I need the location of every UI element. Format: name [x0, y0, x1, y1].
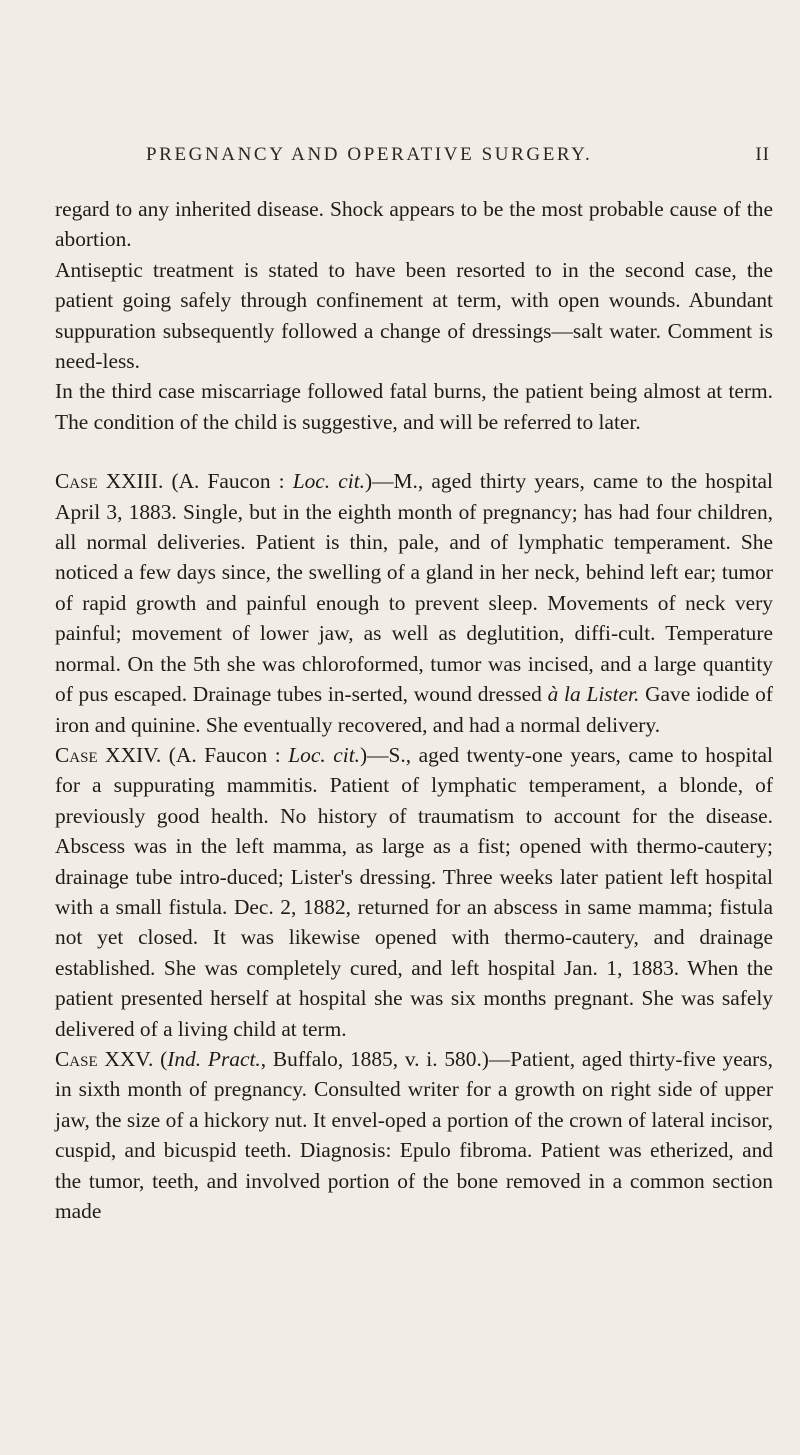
case-xxv [55, 1044, 773, 1226]
page-number: II [755, 144, 770, 165]
case-xxv-label: Case XXV. [55, 1046, 154, 1071]
case-xxiv [55, 740, 773, 1044]
case-xxiii-text: )—M., aged thirty years, came to the hospital April 3, 1883. Single, but in the eighth month of pregnancy; has had four children, all normal deliveries. Patient is thin, pale, and of lymphatic temperament. She noticed a few days since, the swelling of a gland in her neck, behind left ear; tumor of rapid growth and painful enough to prevent sleep. Movements of neck very painful; movement of lower jaw, as well as deglutition, diffi-cult. Temperature normal. On the 5th she was chloroformed, tumor was incised, and a large quantity of pus escaped. Drainage tubes in-serted, wound dressed [55, 469, 773, 707]
case-xxv-source-open: ( [153, 1046, 168, 1071]
case-xxiii-label: Case XXIII. [55, 469, 164, 494]
case-xxiii-text-end: Gave iodide of iron and quinine. She eventually recovered, and had a normal delivery. [55, 682, 773, 737]
case-xxiv-label: Case XXIV. [55, 742, 162, 767]
case-xxiv-source-open: (A. Faucon : [161, 742, 289, 767]
section-gap [55, 437, 773, 466]
case-xxiv-text: )—S., aged twenty-one years, came to hospital for a suppurating mammitis. Patient of lymphatic temperament, a blonde, of previously good health. No history of traumatism to account for the disease. Abscess was in the left mamma, as large as a fist; opened with thermo-cautery; drainage tube intro-duced; Lister's dressing. Three weeks later patient left hospital with a small fistula. Dec. 2, 1882, returned for an abscess in same mamma; fistula not yet closed. It was likewise opened with thermo-cautery, and drainage established. She was completely cured, and left hospital Jan. 1, 1883. When the patient presented herself at hospital she was six months pregnant. She was safely delivered of a living child at term. [55, 742, 773, 1041]
case-xxv-text: , Buffalo, 1885, v. i. 580.)—Patient, aged thirty-five years, in sixth month of pregnancy. Consulted writer for a growth on right side of upper jaw, the size of a hickory nut. It envel-oped a portion of the crown of lateral incisor, cuspid, and bicuspid teeth. Diagnosis: Epulo fibroma. Patient was etherized, and the tumor, teeth, and involved portion of the bone removed in a common section made [55, 1046, 773, 1223]
running-head [146, 144, 770, 166]
case-xxiii-source-open: (A. Faucon : [163, 469, 293, 494]
case-xxiii-citation: Loc. cit. [292, 469, 366, 494]
paragraph-antiseptic: Antiseptic treatment is stated to have been resorted to in the second case, the patient going safely through confinement at term, with open wounds. Abundant suppuration subsequently followed a change of dressings—salt water. Comment is need-less. [55, 257, 773, 374]
case-xxiii-italic: à la Lister. [547, 682, 640, 707]
paragraph-third-case: In the third case miscarriage followed fatal burns, the patient being almost at term. The condition of the child is suggestive, and will be referred to later. [55, 379, 773, 434]
case-xxv-citation: Ind. Pract. [167, 1046, 261, 1071]
paragraph-continuation: regard to any inherited disease. Shock appears to be the most probable cause of the abortion. [55, 197, 773, 252]
case-xxiv-citation: Loc. cit. [288, 742, 360, 767]
running-head-title: PREGNANCY AND OPERATIVE SURGERY. [146, 144, 593, 165]
case-xxiii [55, 466, 773, 740]
body-text [55, 194, 773, 1226]
